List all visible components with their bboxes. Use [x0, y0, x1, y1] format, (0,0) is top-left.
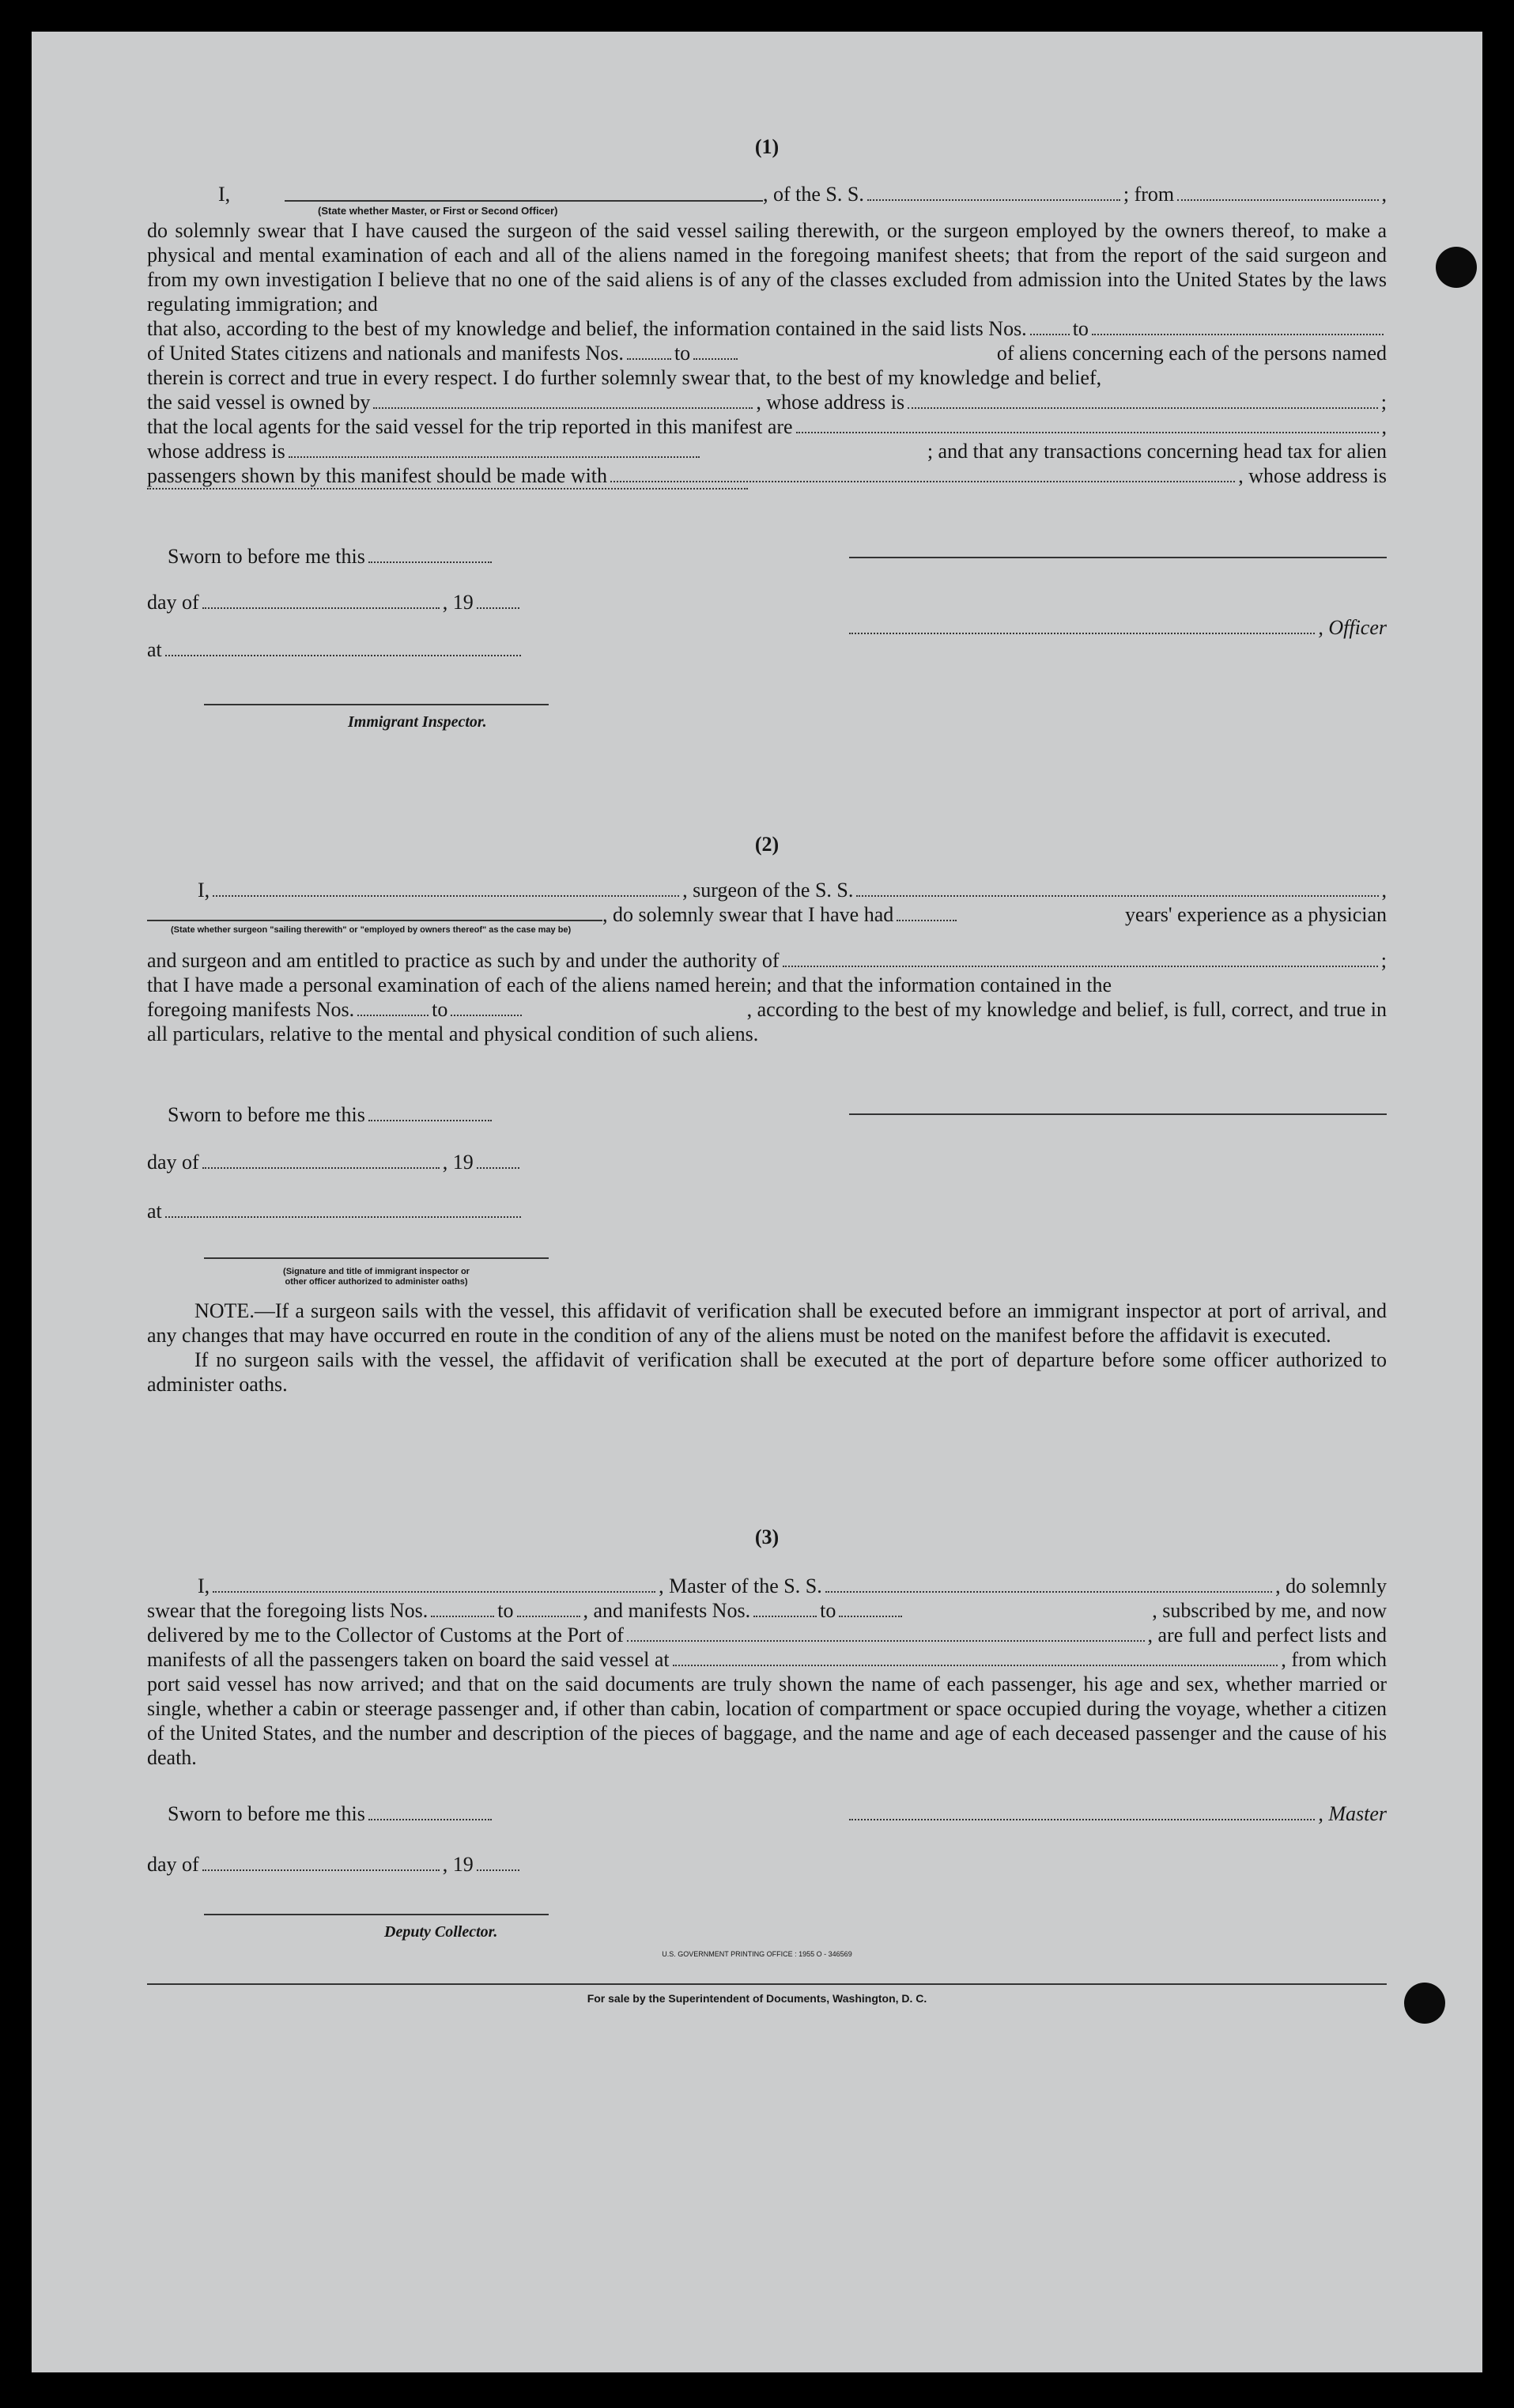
- particulars-line: all particulars, relative to the mental and physical condition of such aliens.: [147, 1023, 759, 1045]
- gpo-imprint: U.S. GOVERNMENT PRINTING OFFICE : 1955 O - 346569: [662, 1950, 852, 1958]
- year-field[interactable]: [477, 607, 519, 609]
- manifests-to-field[interactable]: [451, 1015, 522, 1016]
- sworn-row-1: [168, 544, 495, 569]
- master-label: , Master: [1318, 1802, 1387, 1825]
- comma: ,: [1381, 879, 1387, 902]
- month-field[interactable]: [202, 607, 440, 609]
- master-name-field[interactable]: [285, 200, 763, 202]
- to-label: to: [820, 1599, 836, 1622]
- passengers-line: passengers shown by this manifest should be made with: [147, 464, 608, 487]
- subscribed-label: , subscribed by me, and now: [1152, 1599, 1387, 1622]
- note-label: NOTE.: [194, 1299, 255, 1322]
- sworn-label: Sworn to before me this: [168, 545, 365, 568]
- whose-line: whose address is: [147, 440, 285, 463]
- years-label: years' experience as a physician: [1125, 903, 1387, 926]
- at-row-1: [147, 637, 524, 662]
- footer-rule: [147, 1983, 1387, 1985]
- surgeon-of-label: , surgeon of the S. S.: [682, 879, 854, 902]
- year-prefix: , 19: [442, 1151, 474, 1174]
- oath-i: I,: [198, 1574, 210, 1597]
- sworn-day-field[interactable]: [368, 1120, 492, 1121]
- officer-signature-line[interactable]: [849, 557, 1387, 558]
- lists-from-field[interactable]: [1030, 334, 1070, 335]
- owned-by-line: the said vessel is owned by: [147, 391, 371, 414]
- sworn-day-field[interactable]: [368, 561, 492, 563]
- signature-caption-line: other officer authorized to administer oaths): [285, 1277, 468, 1287]
- year-field[interactable]: [477, 1167, 519, 1169]
- of-ss-label: , of the S. S.: [763, 183, 864, 206]
- to-label: to: [497, 1599, 514, 1622]
- section-2-number: (2): [754, 833, 780, 856]
- surgeon-type-field[interactable]: [147, 920, 602, 921]
- sworn-row-2: [168, 1102, 495, 1127]
- whose-address-label: , whose address is: [1238, 464, 1387, 487]
- master-hint: (State whether Master, or First or Second Officer): [318, 205, 558, 217]
- master-signature-field[interactable]: [849, 1819, 1315, 1820]
- surgeon-name-field[interactable]: [213, 895, 679, 897]
- from-port-field[interactable]: [1177, 199, 1378, 201]
- agents-field[interactable]: [796, 432, 1379, 433]
- manifests-from-field[interactable]: [357, 1015, 429, 1016]
- lists-from-field[interactable]: [431, 1616, 494, 1617]
- place-field[interactable]: [165, 655, 521, 656]
- section-2-oath: [147, 878, 1387, 1046]
- therein-line: therein is correct and true in every respect. I do further solemnly swear that, to the best of my knowledge and belief,: [147, 366, 1102, 389]
- whose-address-label: , whose address is: [756, 391, 905, 414]
- aliens-line: of aliens concerning each of the persons named: [996, 342, 1387, 365]
- port-field[interactable]: [627, 1640, 1145, 1642]
- lists-to-field[interactable]: [517, 1616, 580, 1617]
- form-page: [32, 32, 1482, 2372]
- sworn-row-3: [168, 1801, 495, 1826]
- manifests-from-field[interactable]: [627, 358, 671, 360]
- do-swear-label: , do solemnly swear that I have had: [602, 903, 894, 926]
- signature-caption-line: (Signature and title of immigrant inspector or: [283, 1267, 470, 1276]
- note-text-2: If no surgeon sails with the vessel, the affidavit of verification shall be executed at the port of departure before some officer authorized to administer oaths.: [147, 1348, 1387, 1396]
- and-manifests-label: , and manifests Nos.: [583, 1599, 751, 1622]
- day-of-label: day of: [147, 1151, 199, 1174]
- day-of-row-3: [147, 1852, 523, 1877]
- surgeon-signature-line[interactable]: [849, 1113, 1387, 1115]
- that-also-line: that also, according to the best of my knowledge and belief, the information contained in the said lists Nos.: [147, 317, 1027, 340]
- section-1-oath: [147, 182, 1387, 495]
- manifests-from-field[interactable]: [753, 1616, 817, 1617]
- vessel-name-field[interactable]: [825, 1591, 1272, 1593]
- inspector-signature-line-2[interactable]: [204, 1257, 549, 1259]
- are-full-label: , are full and perfect lists and: [1147, 1624, 1387, 1646]
- manifests-line: manifests of all the passengers taken on board the said vessel at: [147, 1648, 670, 1671]
- authority-field[interactable]: [783, 966, 1378, 967]
- semicolon: ;: [1380, 949, 1387, 972]
- sworn-label: Sworn to before me this: [168, 1103, 365, 1126]
- deputy-caption: Deputy Collector.: [384, 1923, 498, 1941]
- head-tax-line: ; and that any transactions concerning head tax for alien: [927, 440, 1387, 463]
- section-3-number: (3): [754, 1525, 780, 1548]
- month-field[interactable]: [202, 1167, 440, 1169]
- signature-caption: [204, 1267, 549, 1287]
- place-field[interactable]: [165, 1216, 521, 1218]
- from-label: ; from: [1123, 183, 1175, 206]
- surgeon-hint: (State whether surgeon "sailing therewith" or "employed by owners thereof" as the case may be): [171, 925, 572, 935]
- master-name-field[interactable]: [213, 1591, 655, 1593]
- manifests-to-field[interactable]: [693, 358, 738, 360]
- at-row-2: [147, 1199, 524, 1223]
- semicolon: ;: [1380, 391, 1387, 414]
- day-of-label: day of: [147, 591, 199, 614]
- head-tax-address-field[interactable]: [147, 488, 748, 490]
- day-of-label: day of: [147, 1853, 199, 1876]
- to-label: to: [432, 998, 448, 1021]
- lists-to-field[interactable]: [1092, 334, 1384, 335]
- sale-notice: For sale by the Superintendent of Documents, Washington, D. C.: [587, 1992, 927, 2005]
- owner-address-field[interactable]: [908, 407, 1378, 409]
- master-row: [849, 1801, 1387, 1826]
- departure-port-field[interactable]: [673, 1665, 1278, 1666]
- according-line: , according to the best of my knowledge and belief, is full, correct, and true in: [746, 998, 1387, 1021]
- do-solemnly-label: , do solemnly: [1275, 1574, 1387, 1597]
- sworn-label: Sworn to before me this: [168, 1802, 365, 1825]
- delivered-line: delivered by me to the Collector of Customs at the Port of: [147, 1624, 624, 1646]
- vessel-name-field[interactable]: [856, 895, 1378, 897]
- inspector-signature-line[interactable]: [204, 704, 549, 705]
- year-prefix: , 19: [442, 591, 474, 614]
- oath-i: I,: [218, 183, 231, 206]
- owner-field[interactable]: [373, 407, 753, 409]
- note-text: —If a surgeon sails with the vessel, this affidavit of verification shall be executed before an immigrant inspector at port of arrival, and any changes that may have occurred en route in the condition of any of the aliens must be noted on the manifest before the affidavit is executed.: [147, 1299, 1387, 1347]
- section-3-oath: [147, 1574, 1387, 1770]
- comma: ,: [1381, 183, 1387, 206]
- manifests-to-field[interactable]: [839, 1616, 902, 1617]
- to-label: to: [674, 342, 691, 365]
- years-field[interactable]: [897, 920, 957, 921]
- head-tax-party-field[interactable]: [610, 481, 1235, 482]
- day-of-row-1: [147, 590, 523, 614]
- punch-hole-top: [1436, 247, 1477, 288]
- from-which-label: , from which: [1281, 1648, 1387, 1671]
- inspector-caption: Immigrant Inspector.: [348, 713, 487, 731]
- master-of-label: , Master of the S. S.: [659, 1574, 822, 1597]
- deputy-signature-line[interactable]: [204, 1914, 549, 1915]
- month-field[interactable]: [202, 1869, 440, 1871]
- vessel-name-field[interactable]: [867, 199, 1120, 201]
- officer-field[interactable]: [849, 633, 1315, 634]
- year-field[interactable]: [477, 1869, 519, 1871]
- personal-line: that I have made a personal examination of each of the aliens named herein; and that the information contained in the: [147, 973, 1112, 996]
- at-label: at: [147, 1200, 162, 1223]
- section-1-number: (1): [754, 135, 780, 158]
- year-prefix: , 19: [442, 1853, 474, 1876]
- oath-i: I,: [198, 879, 210, 902]
- note-block: [147, 1299, 1387, 1397]
- sworn-day-field[interactable]: [368, 1819, 492, 1820]
- to-label: to: [1072, 317, 1089, 340]
- at-label: at: [147, 638, 162, 661]
- citizens-line: of United States citizens and nationals and manifests Nos.: [147, 342, 624, 365]
- section-3-paragraph: port said vessel has now arrived; and that on the said documents are truly shown the name of each passenger, his age and sex, whether married or single, whether a cabin or steerage passenger and, if other than cabin, location of compartment or space occupied during the voyage, whether a citizen of the United States, and the number and description of the pieces of baggage, and the name and age of each deceased passenger and the cause of his death.: [147, 1673, 1387, 1769]
- section-1-paragraph: do solemnly swear that I have caused the surgeon of the said vessel sailing therewith, or the surgeon employed by the owners thereof, to make a physical and mental examination of each and all of the aliens named in the foregoing manifest sheets; that from the report of the said surgeon and from my own investigation I believe that no one of the said aliens is of any of the classes excluded from admission into the United States by the laws regulating immigration; and: [147, 219, 1387, 316]
- agents-address-field[interactable]: [289, 456, 700, 458]
- officer-row: [849, 615, 1387, 640]
- authority-line: and surgeon and am entitled to practice as such by and under the authority of: [147, 949, 780, 972]
- officer-label: , Officer: [1318, 616, 1387, 639]
- agents-line: that the local agents for the said vessel for the trip reported in this manifest are: [147, 415, 793, 438]
- foregoing-line: foregoing manifests Nos.: [147, 998, 355, 1021]
- day-of-row-2: [147, 1150, 523, 1174]
- swear-line: swear that the foregoing lists Nos.: [147, 1599, 429, 1622]
- comma: ,: [1381, 415, 1387, 438]
